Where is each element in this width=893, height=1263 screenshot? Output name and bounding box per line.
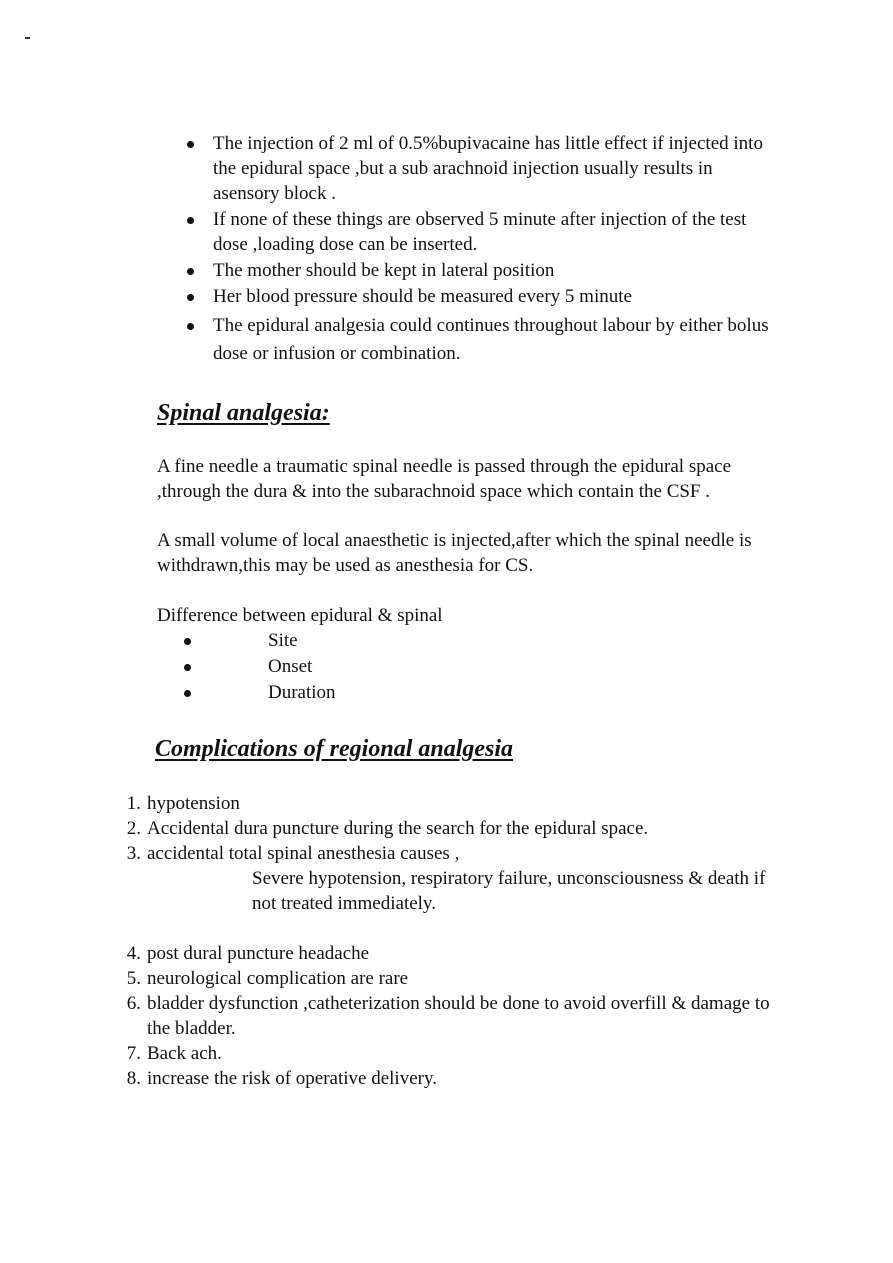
bullet-item: The epidural analgesia could continues throughout labour by either bolus dose or infusion or combination. — [213, 312, 783, 368]
complication-item — [113, 791, 793, 816]
complication-item — [113, 966, 793, 991]
item-text: Back ach. — [147, 1043, 222, 1064]
item-text: accidental total spinal anesthesia causes , — [147, 843, 460, 864]
difference-list — [268, 628, 336, 706]
scan-mark — [25, 37, 30, 39]
item-number: 7. — [126, 1043, 141, 1064]
item-number: 1. — [126, 793, 141, 814]
item-number: 2. — [126, 818, 141, 839]
item-text: increase the risk of operative delivery. — [147, 1068, 437, 1089]
complications-list — [113, 791, 793, 1091]
difference-item: Duration — [268, 680, 336, 706]
item-text: bladder dysfunction ,catheterization should be done to avoid overfill & damage to the bladder. — [147, 993, 770, 1039]
spinal-paragraph: A fine needle a traumatic spinal needle is passed through the epidural space ,through the dura & into the subarachnoid space which contain the CSF . — [157, 456, 732, 502]
bullet-item: Her blood pressure should be measured every 5 minute — [213, 284, 783, 309]
complication-item — [113, 1066, 793, 1091]
bullet-item: The mother should be kept in lateral position — [213, 258, 783, 283]
item-text: hypotension — [147, 793, 240, 814]
item-number: 3. — [126, 843, 141, 864]
complication-item — [113, 1041, 793, 1066]
item-number: 5. — [126, 968, 141, 989]
difference-item: Site — [268, 628, 336, 654]
item-text: Accidental dura puncture during the search for the epidural space. — [147, 818, 649, 839]
bullet-item: If none of these things are observed 5 minute after injection of the test dose ,loading dose can be inserted. — [213, 207, 783, 257]
item-subtext: Severe hypotension, respiratory failure, unconsciousness & death if not treated immediately. — [252, 868, 766, 914]
item-number: 4. — [126, 943, 141, 964]
complication-item — [113, 816, 793, 841]
complication-item — [113, 841, 793, 916]
complication-item — [113, 991, 793, 1041]
item-number: 6. — [126, 993, 141, 1014]
complication-item — [113, 941, 793, 966]
difference-item: Onset — [268, 654, 336, 680]
item-text: neurological complication are rare — [147, 968, 409, 989]
bullet-item: The injection of 2 ml of 0.5%bupivacaine has little effect if injected into the epidural space ,but a sub arachnoid injection usually results in asensory block . — [213, 131, 783, 206]
complications-heading: Complications of regional analgesia — [155, 736, 514, 762]
difference-title: Difference between epidural & spinal — [157, 605, 443, 626]
intro-bullet-list — [213, 131, 783, 369]
item-text: post dural puncture headache — [147, 943, 370, 964]
spinal-paragraph: A small volume of local anaesthetic is injected,after which the spinal needle is withdrawn,this may be used as anesthesia for CS. — [157, 530, 752, 576]
item-number: 8. — [126, 1068, 141, 1089]
spinal-heading: Spinal analgesia: — [157, 400, 330, 426]
